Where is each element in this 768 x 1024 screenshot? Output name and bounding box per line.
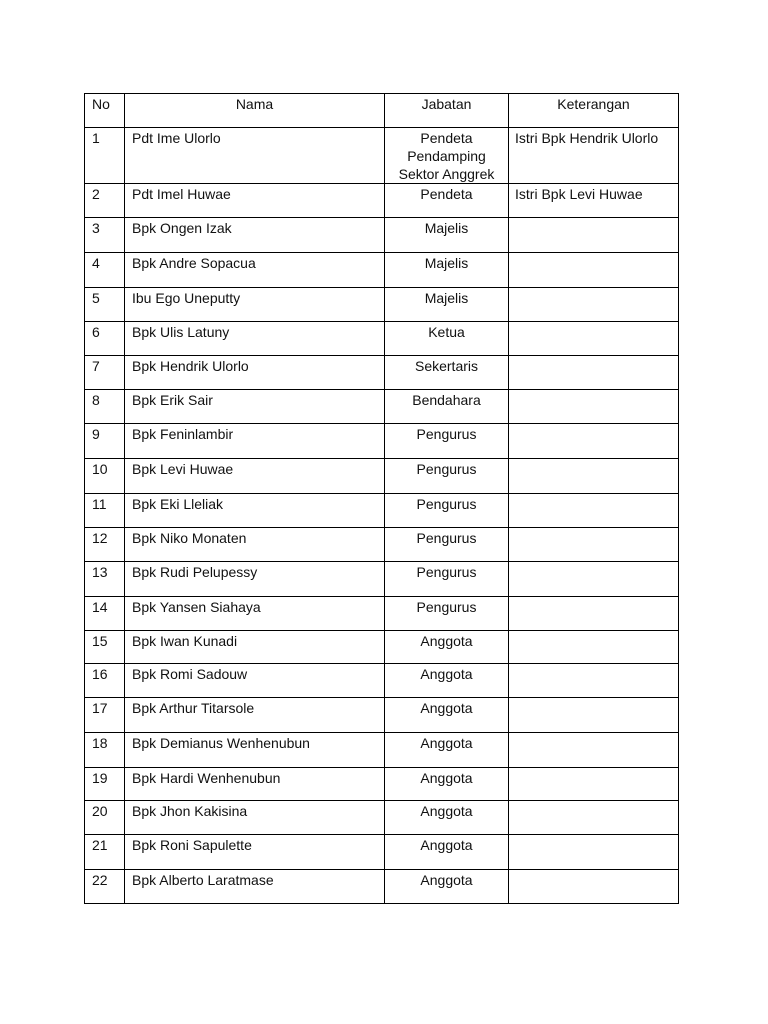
table-row [85, 288, 679, 322]
cell-no: 18 [85, 733, 125, 768]
table-row [85, 835, 679, 870]
table-row [85, 218, 679, 253]
cell-jabatan: Majelis [385, 288, 509, 322]
table-row [85, 597, 679, 631]
cell-nama: Bpk Eki Lleliak [125, 494, 385, 528]
cell-jabatan: Anggota [385, 801, 509, 835]
cell-keterangan [509, 870, 679, 904]
table-row [85, 664, 679, 698]
cell-keterangan [509, 528, 679, 562]
cell-jabatan: Majelis [385, 253, 509, 288]
cell-jabatan: Anggota [385, 835, 509, 870]
cell-no: 5 [85, 288, 125, 322]
cell-nama: Bpk Arthur Titarsole [125, 698, 385, 733]
table-row [85, 494, 679, 528]
table-row [85, 562, 679, 597]
cell-keterangan: Istri Bpk Levi Huwae [509, 184, 679, 218]
cell-keterangan [509, 768, 679, 801]
cell-jabatan: Anggota [385, 870, 509, 904]
cell-keterangan [509, 698, 679, 733]
table-row [85, 528, 679, 562]
cell-nama: Pdt Imel Huwae [125, 184, 385, 218]
cell-keterangan [509, 390, 679, 424]
cell-jabatan: Bendahara [385, 390, 509, 424]
header-nama: Nama [125, 94, 385, 128]
cell-nama: Bpk Yansen Siahaya [125, 597, 385, 631]
cell-no: 11 [85, 494, 125, 528]
cell-no: 6 [85, 322, 125, 356]
cell-nama: Bpk Niko Monaten [125, 528, 385, 562]
cell-nama: Bpk Iwan Kunadi [125, 631, 385, 664]
table-row [85, 424, 679, 459]
cell-nama: Bpk Demianus Wenhenubun [125, 733, 385, 768]
cell-nama: Bpk Hendrik Ulorlo [125, 356, 385, 390]
cell-no: 9 [85, 424, 125, 459]
cell-no: 21 [85, 835, 125, 870]
header-jabatan: Jabatan [385, 94, 509, 128]
table-row [85, 768, 679, 801]
cell-nama: Bpk Ongen Izak [125, 218, 385, 253]
cell-jabatan: Pengurus [385, 494, 509, 528]
table-body [85, 128, 679, 904]
cell-keterangan [509, 733, 679, 768]
cell-no: 10 [85, 459, 125, 494]
cell-no: 17 [85, 698, 125, 733]
cell-no: 16 [85, 664, 125, 698]
cell-keterangan [509, 631, 679, 664]
table-row [85, 631, 679, 664]
cell-no: 13 [85, 562, 125, 597]
table-row [85, 128, 679, 184]
cell-no: 1 [85, 128, 125, 184]
cell-keterangan [509, 253, 679, 288]
header-no: No [85, 94, 125, 128]
cell-jabatan: Pendeta [385, 184, 509, 218]
table-row [85, 322, 679, 356]
cell-keterangan [509, 835, 679, 870]
header-row [85, 94, 679, 128]
cell-keterangan [509, 801, 679, 835]
cell-keterangan [509, 494, 679, 528]
table-row [85, 870, 679, 904]
cell-jabatan: Pendeta Pendamping Sektor Anggrek [385, 128, 509, 184]
cell-jabatan: Sekertaris [385, 356, 509, 390]
cell-no: 7 [85, 356, 125, 390]
cell-nama: Bpk Alberto Laratmase [125, 870, 385, 904]
cell-no: 12 [85, 528, 125, 562]
cell-no: 14 [85, 597, 125, 631]
cell-keterangan [509, 597, 679, 631]
cell-keterangan [509, 664, 679, 698]
cell-nama: Bpk Erik Sair [125, 390, 385, 424]
cell-keterangan [509, 288, 679, 322]
table-row [85, 356, 679, 390]
cell-jabatan: Pengurus [385, 424, 509, 459]
table-row [85, 459, 679, 494]
cell-jabatan: Pengurus [385, 597, 509, 631]
cell-nama: Pdt Ime Ulorlo [125, 128, 385, 184]
cell-nama: Ibu Ego Uneputty [125, 288, 385, 322]
cell-nama: Bpk Ulis Latuny [125, 322, 385, 356]
cell-keterangan [509, 424, 679, 459]
cell-jabatan: Pengurus [385, 562, 509, 597]
cell-no: 20 [85, 801, 125, 835]
cell-jabatan: Anggota [385, 768, 509, 801]
table-row [85, 184, 679, 218]
cell-jabatan: Ketua [385, 322, 509, 356]
cell-keterangan [509, 322, 679, 356]
cell-jabatan: Pengurus [385, 459, 509, 494]
cell-nama: Bpk Levi Huwae [125, 459, 385, 494]
cell-nama: Bpk Roni Sapulette [125, 835, 385, 870]
cell-keterangan [509, 562, 679, 597]
cell-no: 4 [85, 253, 125, 288]
cell-nama: Bpk Feninlambir [125, 424, 385, 459]
cell-jabatan: Anggota [385, 698, 509, 733]
header-keterangan: Keterangan [509, 94, 679, 128]
table-row [85, 390, 679, 424]
cell-nama: Bpk Jhon Kakisina [125, 801, 385, 835]
cell-jabatan: Anggota [385, 733, 509, 768]
cell-nama: Bpk Rudi Pelupessy [125, 562, 385, 597]
cell-no: 8 [85, 390, 125, 424]
table-row [85, 801, 679, 835]
cell-nama: Bpk Andre Sopacua [125, 253, 385, 288]
table-header [85, 94, 679, 128]
cell-no: 19 [85, 768, 125, 801]
cell-keterangan [509, 459, 679, 494]
cell-no: 2 [85, 184, 125, 218]
cell-jabatan: Anggota [385, 631, 509, 664]
cell-nama: Bpk Romi Sadouw [125, 664, 385, 698]
table-row [85, 253, 679, 288]
cell-keterangan [509, 356, 679, 390]
cell-jabatan: Anggota [385, 664, 509, 698]
table-row [85, 698, 679, 733]
cell-keterangan: Istri Bpk Hendrik Ulorlo [509, 128, 679, 184]
table-row [85, 733, 679, 768]
cell-jabatan: Majelis [385, 218, 509, 253]
cell-no: 15 [85, 631, 125, 664]
cell-no: 3 [85, 218, 125, 253]
cell-no: 22 [85, 870, 125, 904]
roster-table [84, 93, 679, 904]
cell-nama: Bpk Hardi Wenhenubun [125, 768, 385, 801]
cell-jabatan: Pengurus [385, 528, 509, 562]
cell-keterangan [509, 218, 679, 253]
